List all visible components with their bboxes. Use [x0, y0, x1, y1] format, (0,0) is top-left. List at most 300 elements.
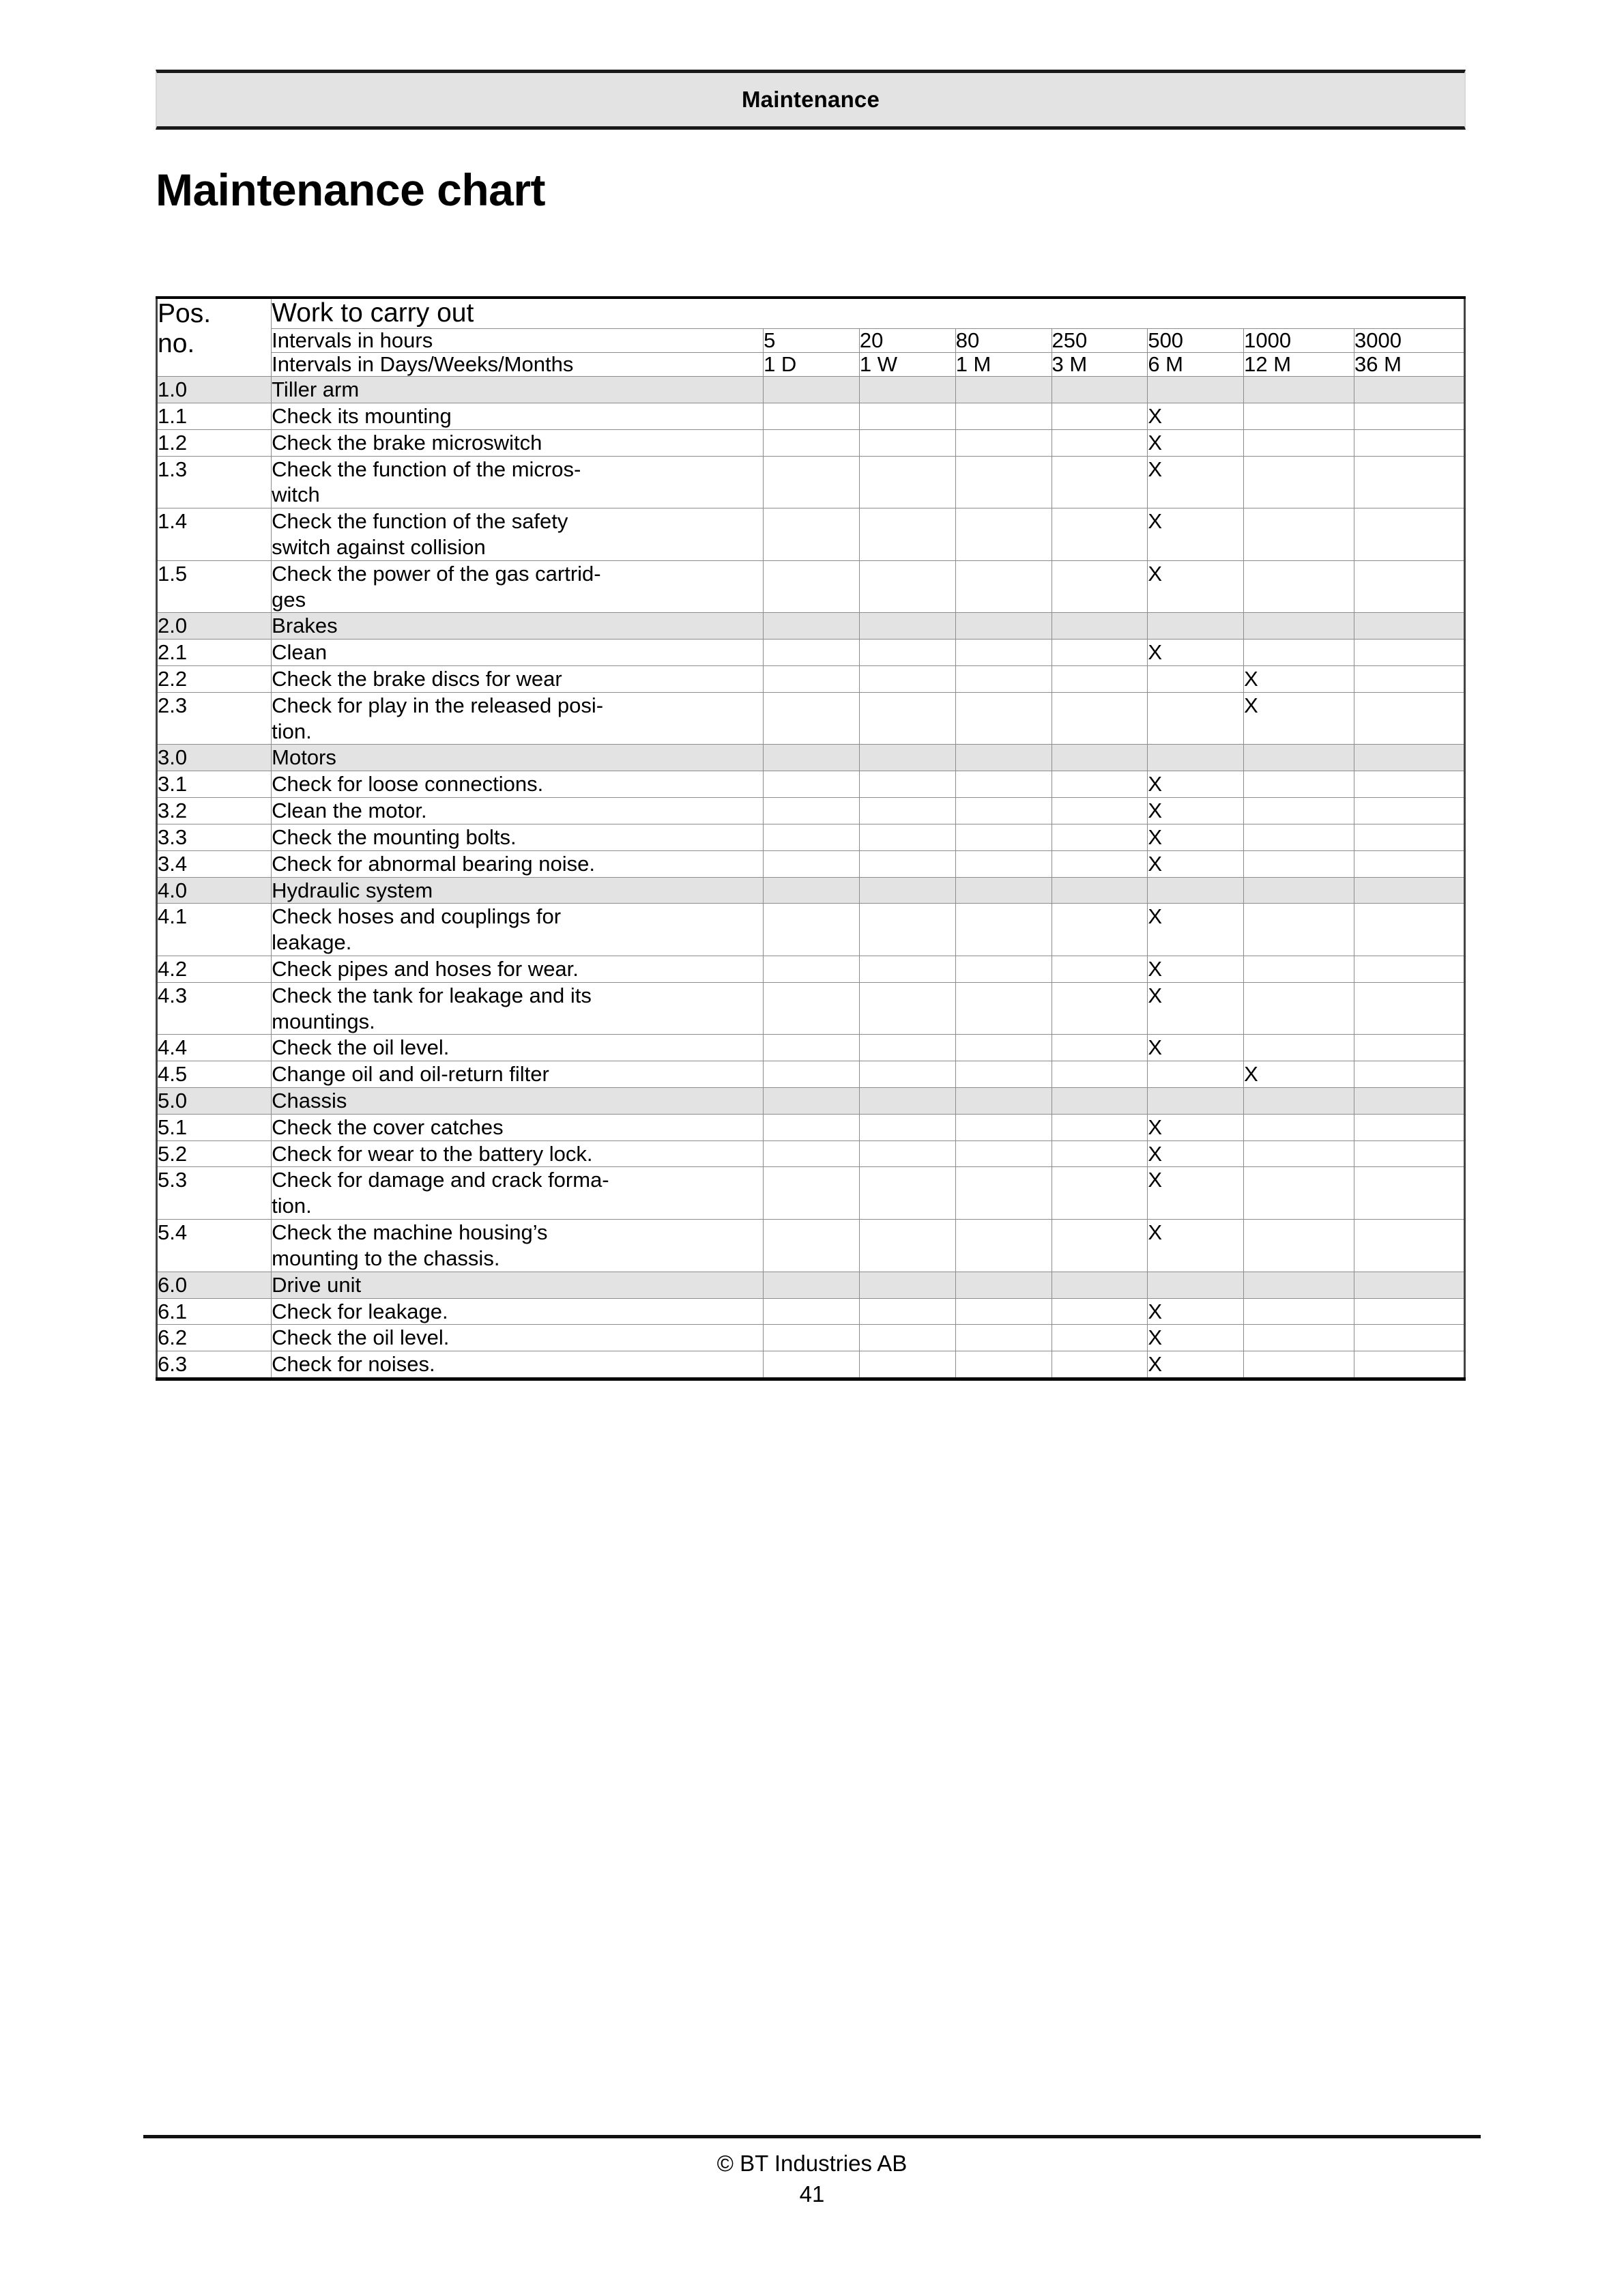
interval-mark-cell	[764, 1140, 860, 1167]
interval-mark-cell	[1354, 1220, 1464, 1272]
interval-mark-cell: X	[1148, 771, 1244, 798]
table-row	[157, 666, 1465, 693]
interval-mark-cell	[1052, 904, 1148, 956]
table-row	[157, 824, 1465, 850]
header-interval-hours-0: 5	[764, 328, 860, 352]
interval-mark-cell	[764, 560, 860, 613]
footer-page-number: 41	[799, 2181, 825, 2207]
interval-mark-cell	[1244, 1351, 1354, 1379]
interval-mark-cell	[1052, 745, 1148, 771]
interval-mark-cell	[859, 560, 955, 613]
interval-mark-cell	[764, 1351, 860, 1379]
table-row	[157, 982, 1465, 1035]
interval-mark-cell: X	[1148, 956, 1244, 982]
interval-mark-cell	[1052, 1220, 1148, 1272]
running-header-title: Maintenance	[741, 87, 880, 112]
table-row	[157, 1220, 1465, 1272]
interval-mark-cell	[1148, 745, 1244, 771]
pos-no-cell: 2.0	[157, 613, 272, 640]
header-intervals-hours-label: Intervals in hours	[272, 328, 764, 352]
interval-mark-cell	[1354, 1298, 1464, 1325]
table-head	[157, 298, 1465, 377]
interval-mark-cell	[859, 1351, 955, 1379]
maintenance-table	[156, 296, 1466, 1381]
interval-mark-cell	[1052, 771, 1148, 798]
interval-mark-cell	[859, 798, 955, 824]
pos-no-cell: 1.0	[157, 377, 272, 403]
interval-mark-cell	[955, 1114, 1052, 1140]
header-interval-dwm-6: 36 M	[1354, 352, 1464, 376]
interval-mark-cell	[764, 456, 860, 508]
header-interval-hours-2: 80	[955, 328, 1052, 352]
interval-mark-cell	[955, 1061, 1052, 1088]
work-description-cell: Check the function of the micros- witch	[272, 456, 764, 508]
interval-mark-cell	[764, 640, 860, 666]
interval-mark-cell	[955, 982, 1052, 1035]
interval-mark-cell	[1052, 456, 1148, 508]
interval-mark-cell	[1052, 429, 1148, 456]
work-description-cell: Check pipes and hoses for wear.	[272, 956, 764, 982]
interval-mark-cell	[1244, 1035, 1354, 1061]
interval-mark-cell	[859, 1272, 955, 1298]
page-title: Maintenance chart	[156, 164, 545, 215]
interval-mark-cell: X	[1148, 1167, 1244, 1220]
interval-mark-cell	[859, 456, 955, 508]
interval-mark-cell	[1052, 692, 1148, 745]
work-description-cell: Check hoses and couplings for leakage.	[272, 904, 764, 956]
header-interval-hours-4: 500	[1148, 328, 1244, 352]
interval-mark-cell	[859, 850, 955, 877]
interval-mark-cell	[1244, 377, 1354, 403]
interval-mark-cell: X	[1148, 1325, 1244, 1351]
interval-mark-cell	[859, 1088, 955, 1115]
interval-mark-cell	[1052, 1035, 1148, 1061]
table-row	[157, 1325, 1465, 1351]
section-row	[157, 1272, 1465, 1298]
interval-mark-cell	[1052, 377, 1148, 403]
table-row	[157, 1167, 1465, 1220]
header-interval-hours-1: 20	[859, 328, 955, 352]
interval-mark-cell	[955, 508, 1052, 561]
interval-mark-cell	[1052, 1061, 1148, 1088]
interval-mark-cell	[1244, 956, 1354, 982]
interval-mark-cell	[1244, 1088, 1354, 1115]
footer-divider	[143, 2135, 1481, 2138]
table-row	[157, 403, 1465, 429]
table-row	[157, 771, 1465, 798]
interval-mark-cell	[764, 692, 860, 745]
work-description-cell: Check the oil level.	[272, 1325, 764, 1351]
interval-mark-cell	[859, 403, 955, 429]
interval-mark-cell	[859, 1325, 955, 1351]
interval-mark-cell	[955, 956, 1052, 982]
interval-mark-cell	[1244, 613, 1354, 640]
interval-mark-cell	[1052, 1298, 1148, 1325]
interval-mark-cell	[1354, 1035, 1464, 1061]
pos-no-cell: 2.2	[157, 666, 272, 693]
interval-mark-cell	[1354, 1114, 1464, 1140]
header-interval-dwm-5: 12 M	[1244, 352, 1354, 376]
header-row-days-weeks-months	[157, 352, 1465, 376]
interval-mark-cell	[764, 745, 860, 771]
interval-mark-cell: X	[1148, 1035, 1244, 1061]
interval-mark-cell	[1148, 877, 1244, 904]
interval-mark-cell	[1244, 1167, 1354, 1220]
interval-mark-cell	[1354, 1088, 1464, 1115]
section-row	[157, 1088, 1465, 1115]
interval-mark-cell	[1052, 798, 1148, 824]
header-interval-dwm-4: 6 M	[1148, 352, 1244, 376]
pos-no-cell: 1.4	[157, 508, 272, 561]
work-description-cell: Chassis	[272, 1088, 764, 1115]
interval-mark-cell	[1052, 1272, 1148, 1298]
interval-mark-cell	[955, 771, 1052, 798]
interval-mark-cell: X	[1148, 403, 1244, 429]
running-header	[156, 70, 1466, 130]
section-row	[157, 877, 1465, 904]
interval-mark-cell	[1244, 508, 1354, 561]
work-description-cell: Check the tank for leakage and its mountings.	[272, 982, 764, 1035]
interval-mark-cell	[955, 377, 1052, 403]
header-intervals-dwm-label: Intervals in Days/Weeks/Months	[272, 352, 764, 376]
pos-no-cell: 6.0	[157, 1272, 272, 1298]
work-description-cell: Check the power of the gas cartrid- ges	[272, 560, 764, 613]
table-row	[157, 560, 1465, 613]
pos-no-cell: 5.0	[157, 1088, 272, 1115]
table-row	[157, 956, 1465, 982]
interval-mark-cell: X	[1148, 1220, 1244, 1272]
pos-no-cell: 1.3	[157, 456, 272, 508]
interval-mark-cell	[1354, 666, 1464, 693]
pos-no-cell: 2.3	[157, 692, 272, 745]
work-description-cell: Check the machine housing’s mounting to the chassis.	[272, 1220, 764, 1272]
work-description-cell: Check for wear to the battery lock.	[272, 1140, 764, 1167]
interval-mark-cell	[955, 1167, 1052, 1220]
interval-mark-cell	[1244, 1298, 1354, 1325]
interval-mark-cell	[764, 666, 860, 693]
interval-mark-cell	[955, 745, 1052, 771]
interval-mark-cell	[1354, 1351, 1464, 1379]
interval-mark-cell	[1052, 956, 1148, 982]
interval-mark-cell	[1354, 613, 1464, 640]
pos-no-cell: 4.1	[157, 904, 272, 956]
work-description-cell: Check the function of the safety switch against collision	[272, 508, 764, 561]
interval-mark-cell	[955, 666, 1052, 693]
interval-mark-cell	[1148, 613, 1244, 640]
interval-mark-cell	[859, 508, 955, 561]
interval-mark-cell	[1052, 1325, 1148, 1351]
table-row	[157, 798, 1465, 824]
interval-mark-cell: X	[1148, 824, 1244, 850]
interval-mark-cell	[1052, 403, 1148, 429]
interval-mark-cell	[955, 429, 1052, 456]
header-interval-hours-3: 250	[1052, 328, 1148, 352]
work-description-cell: Change oil and oil-return filter	[272, 1061, 764, 1088]
interval-mark-cell	[1148, 1088, 1244, 1115]
section-row	[157, 613, 1465, 640]
interval-mark-cell: X	[1148, 508, 1244, 561]
interval-mark-cell	[1354, 877, 1464, 904]
interval-mark-cell	[1052, 1088, 1148, 1115]
table-row	[157, 1061, 1465, 1088]
interval-mark-cell: X	[1148, 1140, 1244, 1167]
pos-no-cell: 3.2	[157, 798, 272, 824]
interval-mark-cell	[859, 1298, 955, 1325]
work-description-cell: Check for abnormal bearing noise.	[272, 850, 764, 877]
pos-no-cell: 6.1	[157, 1298, 272, 1325]
work-description-cell: Check for noises.	[272, 1351, 764, 1379]
header-row-hours	[157, 328, 1465, 352]
interval-mark-cell	[1354, 771, 1464, 798]
table-row	[157, 1351, 1465, 1379]
interval-mark-cell	[764, 1272, 860, 1298]
interval-mark-cell	[1244, 771, 1354, 798]
header-pos-line1: Pos.	[158, 299, 212, 328]
header-interval-dwm-2: 1 M	[955, 352, 1052, 376]
interval-mark-cell	[764, 956, 860, 982]
interval-mark-cell	[1354, 745, 1464, 771]
interval-mark-cell	[1052, 850, 1148, 877]
pos-no-cell: 3.4	[157, 850, 272, 877]
work-description-cell: Check the mounting bolts.	[272, 824, 764, 850]
interval-mark-cell	[1244, 824, 1354, 850]
work-description-cell: Clean the motor.	[272, 798, 764, 824]
interval-mark-cell	[955, 456, 1052, 508]
interval-mark-cell	[1354, 692, 1464, 745]
interval-mark-cell	[764, 1088, 860, 1115]
header-pos-no	[157, 298, 272, 377]
interval-mark-cell	[1148, 1061, 1244, 1088]
pos-no-cell: 4.3	[157, 982, 272, 1035]
interval-mark-cell	[1354, 798, 1464, 824]
interval-mark-cell	[955, 692, 1052, 745]
interval-mark-cell	[1244, 1114, 1354, 1140]
interval-mark-cell	[955, 798, 1052, 824]
interval-mark-cell	[1244, 1140, 1354, 1167]
interval-mark-cell	[764, 1061, 860, 1088]
interval-mark-cell	[1052, 560, 1148, 613]
interval-mark-cell	[859, 904, 955, 956]
pos-no-cell: 4.0	[157, 877, 272, 904]
pos-no-cell: 2.1	[157, 640, 272, 666]
interval-mark-cell	[1052, 982, 1148, 1035]
interval-mark-cell	[1244, 1272, 1354, 1298]
pos-no-cell: 6.3	[157, 1351, 272, 1379]
interval-mark-cell	[1244, 456, 1354, 508]
work-description-cell: Drive unit	[272, 1272, 764, 1298]
header-interval-hours-6: 3000	[1354, 328, 1464, 352]
interval-mark-cell	[764, 982, 860, 1035]
interval-mark-cell	[1052, 824, 1148, 850]
interval-mark-cell	[764, 403, 860, 429]
interval-mark-cell	[1052, 640, 1148, 666]
interval-mark-cell	[1244, 850, 1354, 877]
interval-mark-cell	[1354, 824, 1464, 850]
work-description-cell: Hydraulic system	[272, 877, 764, 904]
interval-mark-cell	[955, 824, 1052, 850]
header-work-to-carry-out: Work to carry out	[272, 298, 1465, 328]
interval-mark-cell: X	[1148, 850, 1244, 877]
section-row	[157, 377, 1465, 403]
interval-mark-cell	[1354, 956, 1464, 982]
interval-mark-cell	[1244, 429, 1354, 456]
table-row	[157, 692, 1465, 745]
interval-mark-cell	[1354, 1140, 1464, 1167]
interval-mark-cell: X	[1148, 429, 1244, 456]
interval-mark-cell	[1052, 1114, 1148, 1140]
interval-mark-cell	[764, 377, 860, 403]
interval-mark-cell	[955, 1325, 1052, 1351]
interval-mark-cell	[859, 745, 955, 771]
table-row	[157, 1035, 1465, 1061]
interval-mark-cell: X	[1148, 982, 1244, 1035]
table-row	[157, 508, 1465, 561]
header-pos-line2: no.	[158, 328, 195, 358]
work-description-cell: Check the cover catches	[272, 1114, 764, 1140]
interval-mark-cell	[859, 1140, 955, 1167]
interval-mark-cell: X	[1148, 640, 1244, 666]
page-footer	[0, 2149, 1624, 2209]
interval-mark-cell	[764, 1035, 860, 1061]
interval-mark-cell	[1354, 1325, 1464, 1351]
table-body	[157, 377, 1465, 1379]
interval-mark-cell	[955, 1035, 1052, 1061]
header-row-title	[157, 298, 1465, 328]
interval-mark-cell	[1354, 1272, 1464, 1298]
work-description-cell: Check for play in the released posi- tion.	[272, 692, 764, 745]
interval-mark-cell	[764, 771, 860, 798]
work-description-cell: Check for loose connections.	[272, 771, 764, 798]
interval-mark-cell	[955, 1220, 1052, 1272]
interval-mark-cell	[1354, 560, 1464, 613]
work-description-cell: Check for leakage.	[272, 1298, 764, 1325]
interval-mark-cell	[859, 377, 955, 403]
work-description-cell: Clean	[272, 640, 764, 666]
interval-mark-cell	[1244, 560, 1354, 613]
interval-mark-cell	[1354, 850, 1464, 877]
header-interval-hours-5: 1000	[1244, 328, 1354, 352]
interval-mark-cell	[859, 1061, 955, 1088]
pos-no-cell: 4.4	[157, 1035, 272, 1061]
interval-mark-cell: X	[1148, 1114, 1244, 1140]
interval-mark-cell	[1354, 904, 1464, 956]
work-description-cell: Check the brake microswitch	[272, 429, 764, 456]
interval-mark-cell	[1354, 429, 1464, 456]
interval-mark-cell	[955, 613, 1052, 640]
interval-mark-cell	[1244, 877, 1354, 904]
work-description-cell: Check its mounting	[272, 403, 764, 429]
interval-mark-cell	[859, 982, 955, 1035]
interval-mark-cell: X	[1148, 904, 1244, 956]
interval-mark-cell	[1354, 456, 1464, 508]
interval-mark-cell	[1244, 798, 1354, 824]
header-interval-dwm-1: 1 W	[859, 352, 955, 376]
interval-mark-cell	[859, 771, 955, 798]
interval-mark-cell	[764, 1220, 860, 1272]
interval-mark-cell	[1354, 403, 1464, 429]
pos-no-cell: 5.2	[157, 1140, 272, 1167]
interval-mark-cell: X	[1244, 1061, 1354, 1088]
interval-mark-cell	[764, 904, 860, 956]
interval-mark-cell	[1354, 377, 1464, 403]
interval-mark-cell	[955, 904, 1052, 956]
interval-mark-cell	[955, 1272, 1052, 1298]
interval-mark-cell	[764, 508, 860, 561]
interval-mark-cell	[1052, 613, 1148, 640]
interval-mark-cell	[764, 824, 860, 850]
interval-mark-cell	[1052, 1167, 1148, 1220]
work-description-cell: Brakes	[272, 613, 764, 640]
interval-mark-cell	[859, 640, 955, 666]
work-description-cell: Tiller arm	[272, 377, 764, 403]
interval-mark-cell	[1244, 982, 1354, 1035]
interval-mark-cell	[955, 1298, 1052, 1325]
table-row	[157, 456, 1465, 508]
interval-mark-cell	[1052, 666, 1148, 693]
interval-mark-cell	[1244, 640, 1354, 666]
interval-mark-cell	[955, 1088, 1052, 1115]
interval-mark-cell	[859, 1167, 955, 1220]
pos-no-cell: 6.2	[157, 1325, 272, 1351]
maintenance-chart	[156, 296, 1466, 1381]
pos-no-cell: 1.2	[157, 429, 272, 456]
interval-mark-cell	[859, 666, 955, 693]
section-row	[157, 745, 1465, 771]
interval-mark-cell: X	[1244, 666, 1354, 693]
interval-mark-cell	[1148, 1272, 1244, 1298]
pos-no-cell: 3.1	[157, 771, 272, 798]
table-row	[157, 904, 1465, 956]
interval-mark-cell: X	[1148, 456, 1244, 508]
interval-mark-cell	[1052, 877, 1148, 904]
interval-mark-cell	[1148, 666, 1244, 693]
pos-no-cell: 4.5	[157, 1061, 272, 1088]
work-description-cell: Check for damage and crack forma- tion.	[272, 1167, 764, 1220]
work-description-cell: Check the oil level.	[272, 1035, 764, 1061]
interval-mark-cell	[764, 1325, 860, 1351]
interval-mark-cell	[859, 1035, 955, 1061]
interval-mark-cell	[955, 1140, 1052, 1167]
interval-mark-cell	[859, 877, 955, 904]
interval-mark-cell	[955, 403, 1052, 429]
interval-mark-cell	[955, 850, 1052, 877]
interval-mark-cell	[1244, 904, 1354, 956]
interval-mark-cell	[1354, 640, 1464, 666]
interval-mark-cell	[859, 956, 955, 982]
pos-no-cell: 4.2	[157, 956, 272, 982]
table-row	[157, 1140, 1465, 1167]
interval-mark-cell	[859, 1220, 955, 1272]
interval-mark-cell	[764, 1167, 860, 1220]
table-row	[157, 429, 1465, 456]
interval-mark-cell	[1354, 508, 1464, 561]
pos-no-cell: 5.1	[157, 1114, 272, 1140]
interval-mark-cell	[1354, 1061, 1464, 1088]
interval-mark-cell	[764, 850, 860, 877]
pos-no-cell: 1.5	[157, 560, 272, 613]
interval-mark-cell	[764, 1298, 860, 1325]
interval-mark-cell	[1244, 1325, 1354, 1351]
interval-mark-cell	[1244, 745, 1354, 771]
interval-mark-cell	[764, 877, 860, 904]
interval-mark-cell	[1148, 692, 1244, 745]
interval-mark-cell	[764, 1114, 860, 1140]
interval-mark-cell: X	[1244, 692, 1354, 745]
header-interval-dwm-3: 3 M	[1052, 352, 1148, 376]
interval-mark-cell	[764, 798, 860, 824]
pos-no-cell: 3.0	[157, 745, 272, 771]
footer-copyright: © BT Industries AB	[716, 2151, 908, 2176]
